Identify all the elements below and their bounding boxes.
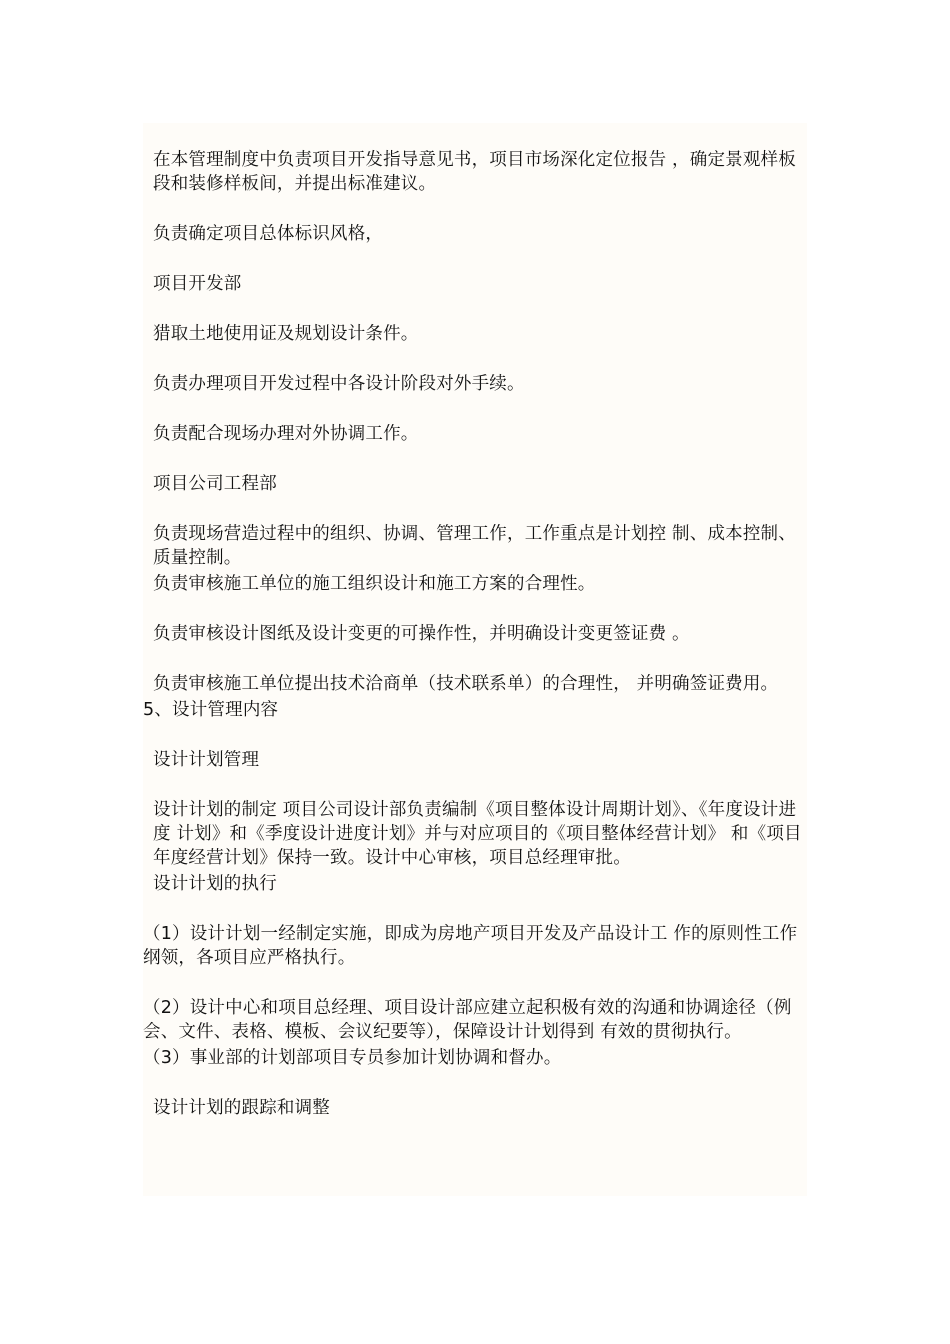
paragraph: 负责现场营造过程中的组织、协调、管理工作，工作重点是计划控 制、成本控制、质量控制。 [153, 524, 796, 568]
paragraph: 负责配合现场办理对外协调工作。 [153, 424, 419, 444]
paragraph: （3）事业部的计划部项目专员参加计划协调和督办。 [143, 1048, 562, 1068]
section-heading: 5、设计管理内容 [143, 700, 279, 720]
section-heading: 项目公司工程部 [153, 474, 277, 494]
subsection-heading: 设计计划的跟踪和调整 [153, 1098, 330, 1118]
paragraph: （2）设计中心和项目总经理、项目设计部应建立起积极有效的沟通和协调途径（例会、文件、表格、模板、会议纪要等），保障设计计划得到 有效的贯彻执行。 [143, 998, 792, 1042]
paragraph: 在本管理制度中负责项目开发指导意见书，项目市场深化定位报告 ，确定景观样板段和装修样板间，并提出标准建议。 [153, 150, 796, 194]
paragraph: 负责审核设计图纸及设计变更的可操作性，并明确设计变更签证费 。 [153, 624, 690, 644]
paragraph: 负责审核施工单位提出技术洽商单（技术联系单）的合理性， 并明确签证费用。 [153, 674, 779, 694]
paragraph: 猎取土地使用证及规划设计条件。 [153, 324, 419, 344]
paragraph: 负责确定项目总体标识风格， [153, 224, 384, 244]
subsection-heading: 设计计划管理 [153, 750, 260, 770]
paragraph: 负责审核施工单位的施工组织设计和施工方案的合理性。 [153, 574, 596, 594]
paragraph: 负责办理项目开发过程中各设计阶段对外手续。 [153, 374, 525, 394]
paragraph: 设计计划的制定 项目公司设计部负责编制《项目整体设计周期计划》、《年度设计进度 计划》和《季度设计进度计划》并与对应项目的《项目整体经营计划》 和《项目年度经营计划》保持一致。设计中心审核，项目总经理审批。 [153, 800, 802, 868]
paragraph: （1）设计计划一经制定实施，即成为房地产项目开发及产品设计工 作的原则性工作纲领，各项目应严格执行。 [143, 924, 798, 968]
section-heading: 项目开发部 [153, 274, 242, 294]
subsection-heading: 设计计划的执行 [153, 874, 277, 894]
document-body [143, 148, 807, 1120]
